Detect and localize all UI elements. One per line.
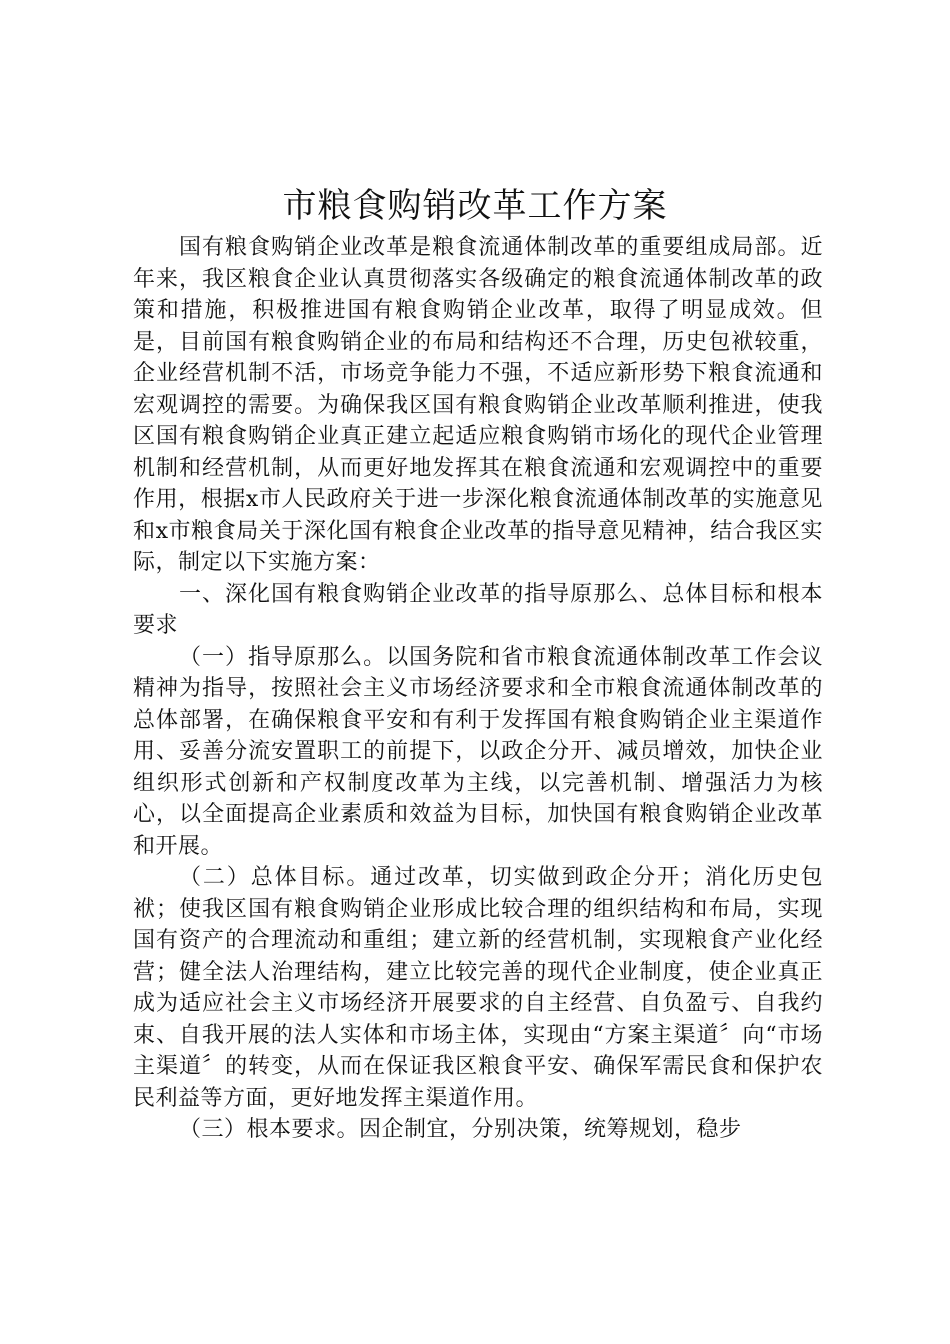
paragraph-overall-goal: （二）总体目标。通过改革，切实做到政企分开；消化历史包袱；使我区国有粮食购销企业形成比较合理的组织结构和布局，实现国有资产的合理流动和重组；建立新的经营机制，实现粮食产业化经营；健全法人治理结构，建立比较完善的现代企业制度，使企业真正成为适应社会主义市场经济开展要求的自主经营、自负盈亏、自我约束、自我开展的法人实体和市场主体，实现由“方案主渠道〞向“市场主渠道〞的转变，从而在保证我区粮食平安、确保军需民食和保护农民利益等方面，更好地发挥主渠道作用。 — [133, 865, 823, 1111]
section-heading-1: 一、深化国有粮食购销企业改革的指导原那么、总体目标和根本要求 — [133, 581, 823, 638]
document-title: 市粮食购销改革工作方案 — [282, 186, 668, 226]
paragraph-basic-requirements: （三）根本要求。因企制宜，分别决策，统筹规划，稳步 — [179, 1117, 742, 1142]
paragraph-intro: 国有粮食购销企业改革是粮食流通体制改革的重要组成局部。近年来，我区粮食企业认真贯彻落实各级确定的粮食流通体制改革的政策和措施，积极推进国有粮食购销企业改革，取得了明显成效。但是，目前国有粮食购销企业的布局和结构还不合理，历史包袱较重，企业经营机制不活，市场竞争能力不强，不适应新形势下粮食流通和宏观调控的需要。为确保我区国有粮食购销企业改革顺利推进，使我区国有粮食购销企业真正建立起适应粮食购销市场化的现代企业管理机制和经营机制，从而更好地发挥其在粮食流通和宏观调控中的重要作用，根据x市人民政府关于进一步深化粮食流通体制改革的实施意见和x市粮食局关于深化国有粮食企业改革的指导意见精神，结合我区实际，制定以下实施方案： — [133, 235, 823, 575]
paragraph-guiding-principle: （一）指导原那么。以国务院和省市粮食流通体制改革工作会议精神为指导，按照社会主义市场经济要求和全市粮食流通体制改革的总体部署，在确保粮食平安和有利于发挥国有粮食购销企业主渠道作用、妥善分流安置职工的前提下，以政企分开、减员增效，加快企业组织形式创新和产权制度改革为主线，以完善机制、增强活力为核心，以全面提高企业素质和效益为目标，加快国有粮食购销企业改革和开展。 — [133, 644, 823, 859]
document-body — [133, 232, 823, 1146]
